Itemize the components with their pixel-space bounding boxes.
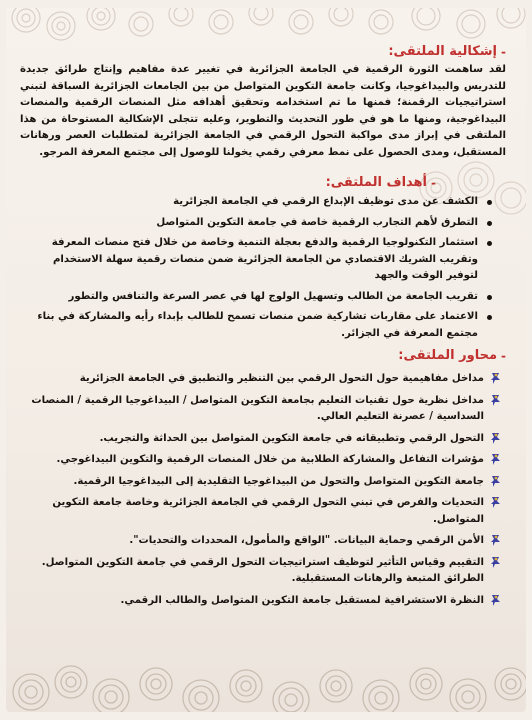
heading-dash-icon: - <box>501 348 506 363</box>
list-item: جامعة التكوين المتواصل والتحول من البيداغوجيا التقليدية إلى البيداغوجيا الرقمية. <box>20 474 502 491</box>
section-title-axes: محاور الملتقى: <box>398 348 498 363</box>
list-item: التطرق لأهم التجارب الرقمية خاصة في جامعة التكوين المتواصل <box>20 215 492 232</box>
bullet-icon <box>487 315 492 320</box>
heading-dash-icon: - <box>431 175 436 190</box>
bullet-icon <box>487 200 492 205</box>
document-body <box>20 44 506 614</box>
page-frame <box>6 8 526 712</box>
axes-list <box>20 371 506 609</box>
heading-dash-icon: - <box>501 44 506 59</box>
pushpin-icon <box>490 372 502 385</box>
section-heading-problem <box>20 44 506 59</box>
objectives-list <box>20 194 506 342</box>
list-item: الأمن الرقمي وحماية البيانات. "الواقع والمأمول، المحددات والتحديات". <box>20 533 502 550</box>
list-item: الاعتماد على مقاربات تشاركية ضمن منصات تسمح للطالب بإبداء رأيه والمشاركة في بناء مجتمع المعرفة في الجزائر. <box>20 309 492 342</box>
list-item: مداخل مفاهيمية حول التحول الرقمي بين التنظير والتطبيق في الجامعة الجزائرية <box>20 371 502 388</box>
pushpin-icon <box>490 534 502 547</box>
list-item: مؤشرات التفاعل والمشاركة الطلابية من خلال المنصات الرقمية والتكوين البيداغوجي. <box>20 452 502 469</box>
list-item: تقريب الجامعة من الطالب وتسهيل الولوج لها في عصر السرعة والتنافس والتطور <box>20 289 492 306</box>
list-item: الكشف عن مدى توظيف الإبداع الرقمي في الجامعة الجزائرية <box>20 194 492 211</box>
pushpin-icon <box>490 594 502 607</box>
list-item: النظرة الاستشرافية لمستقبل جامعة التكوين المتواصل والطالب الرقمي. <box>20 593 502 610</box>
pushpin-icon <box>490 432 502 445</box>
section-title-problem: إشكالية الملتقى: <box>388 44 498 59</box>
pushpin-icon <box>490 496 502 509</box>
list-item: استثمار التكنولوجيا الرقمية والدفع بعجلة التنمية وخاصة من خلال فتح منصات المعرفة وتقريب الشريك الاقتصادي من الجامعة الجزائرية ضمن منصات رقمية سهلة الاستخدام لتوفير الوقت والجهد <box>20 235 492 285</box>
list-item: مداخل نظرية حول تقنيات التعليم بجامعة التكوين المتواصل / البيداغوجيا الرقمية / المنصات السداسية / عصرنة التعليم العالي. <box>20 393 502 426</box>
bullet-icon <box>487 295 492 300</box>
bullet-icon <box>487 241 492 246</box>
pushpin-icon <box>490 556 502 569</box>
cloud-swirl-decoration-bottom <box>6 622 526 712</box>
pushpin-icon <box>490 453 502 466</box>
problem-paragraph: لقد ساهمت الثورة الرقمية في الجامعة الجزائرية في تغيير عدة مفاهيم وإنتاج طرائق جديدة للتدريس والبيداغوجيا، وكانت جامعة التكوين المتواصل من بين الجامعات الجزائرية السباقة لتبني استراتيجيات الرقمنة؛ فمنها ما تم استخدامه وتحقيق أهدافه مثل المنصات الرقمية والمنصات البيداغوجية، ومنها ما هو في طور التحديث والتطوير، وعليه تتجلى الإشكالية المستوحاة من هذا الملتقى في إبراز مدى مواكبة التحول الرقمي في الجامعة الجزائرية لمتطلبات العصر ورهانات المستقبل، ومدى الحصول على نمط معرفي رقمي يخولنا للوصول إلى مجتمع المعرفة المرجو. <box>20 64 506 158</box>
pushpin-icon <box>490 394 502 407</box>
list-item: التقييم وقياس التأثير لتوظيف استراتيجيات التحول الرقمي في جامعة التكوين المتواصل. الطرائق المتبعة والرهانات المستقبلية. <box>20 555 502 588</box>
list-item: التحول الرقمي وتطبيقاته في جامعة التكوين المتواصل بين الحداثة والتجريب. <box>20 431 502 448</box>
bullet-icon <box>487 221 492 226</box>
section-heading-axes <box>20 348 506 363</box>
list-item: التحديات والفرص في تبني التحول الرقمي في الجامعة الجزائرية وخاصة جامعة التكوين المتواصل. <box>20 495 502 528</box>
pushpin-icon <box>490 475 502 488</box>
section-title-objectives: أهداف الملتقى: <box>325 175 428 190</box>
section-heading-objectives <box>20 175 436 190</box>
